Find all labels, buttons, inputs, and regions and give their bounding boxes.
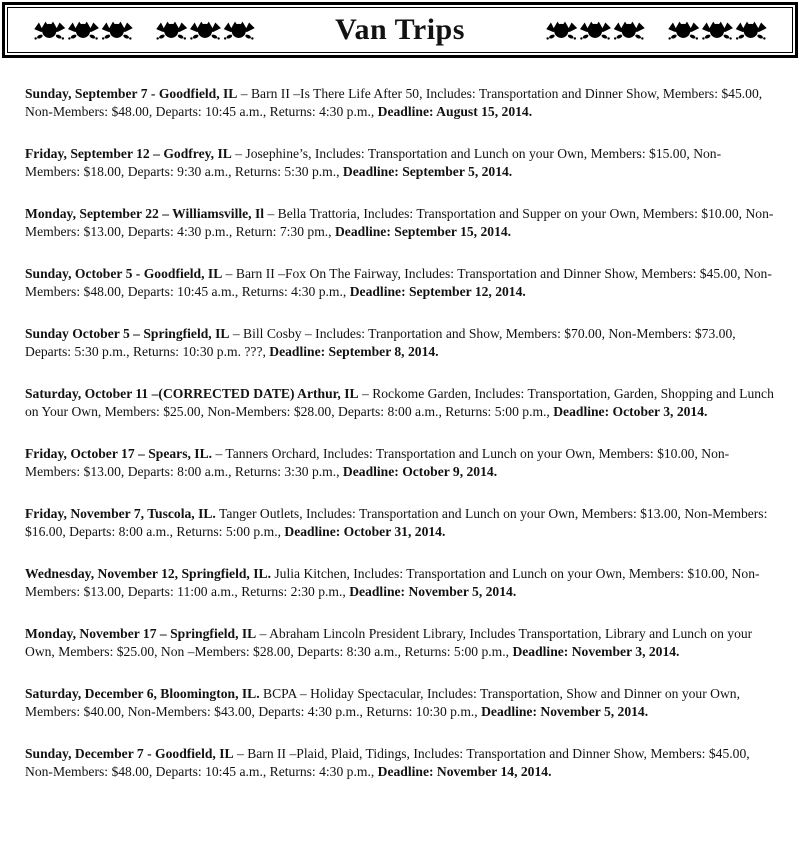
trip-deadline: Deadline: November 5, 2014. [481, 704, 649, 719]
trip-entry [25, 205, 775, 241]
trip-details: – Abraham Lincoln President Library, Includes Transportation, Library and Lunch on your Own, Members: $25.00, Non –Members: $28.00, Departs: 8:30 a.m., Returns: 5:00 p.m., [25, 626, 753, 659]
trip-entry [25, 385, 775, 421]
rose-garland-icon [30, 15, 136, 45]
header-inner [7, 7, 793, 53]
trip-entry [25, 685, 775, 721]
trip-details: – Barn II –Fox On The Fairway, Includes: Transportation and Dinner Show, Members: $45.00, Non-Members: $48.00, Departs: 10:45 a.m., Returns: 4:30 p.m., [25, 266, 772, 299]
trip-deadline: Deadline: November 3, 2014. [512, 644, 680, 659]
trip-deadline: Deadline: September 8, 2014. [269, 344, 439, 359]
trip-entry [25, 85, 775, 121]
trip-deadline: Deadline: October 31, 2014. [284, 524, 446, 539]
trip-date-location: Friday, November 7, Tuscola, IL. [25, 506, 216, 521]
trip-details: – Barn II –Plaid, Plaid, Tidings, Includes: Transportation and Dinner Show, Members: $45.00, Non-Members: $48.00, Departs: 10:45 a.m., Returns: 4:30 p.m., [25, 746, 750, 779]
trip-date-location: Friday, October 17 – Spears, IL. [25, 446, 213, 461]
trip-date-location: Wednesday, November 12, Springfield, IL. [25, 566, 271, 581]
rose-garland-icon [664, 15, 770, 45]
trip-date-location: Saturday, October 11 –(CORRECTED DATE) Arthur, IL [25, 386, 359, 401]
trip-details: – Josephine’s, Includes: Transportation and Lunch on your Own, Members: $15.00, Non-Members: $18.00, Departs: 9:30 a.m., Returns: 5:30 p.m., [25, 146, 722, 179]
rose-garland-icon [542, 15, 648, 45]
trip-deadline: Deadline: September 15, 2014. [334, 224, 512, 239]
right-garland-group [542, 15, 770, 45]
trip-entry [25, 445, 775, 481]
trip-details: BCPA – Holiday Spectacular, Includes: Transportation, Show and Dinner on your Own, Members: $40.00, Non-Members: $43.00, Departs: 4:30 p.m., Returns: 10:30 p.m., [25, 686, 740, 719]
page-title: Van Trips [335, 13, 465, 46]
trip-date-location: Sunday, September 7 - Goodfield, IL [25, 86, 238, 101]
van-trips-page [0, 2, 800, 857]
trip-details: Julia Kitchen, Includes: Transportation and Lunch on your Own, Members: $10.00, Non-Members: $13.00, Departs: 11:00 a.m., Returns: 2:30 p.m., [25, 566, 760, 599]
trip-deadline: Deadline: September 5, 2014. [342, 164, 513, 179]
trip-deadline: Deadline: August 15, 2014. [377, 104, 533, 119]
trip-details: – Barn II –Is There Life After 50, Includes: Transportation and Dinner Show, Members: $45.00, Non-Members: $48.00, Departs: 10:45 a.m., Returns: 4:30 p.m., [25, 86, 763, 119]
trip-entry [25, 745, 775, 781]
trip-entry [25, 505, 775, 541]
trip-date-location: Sunday, October 5 - Goodfield, IL [25, 266, 223, 281]
trip-deadline: Deadline: November 5, 2014. [349, 584, 517, 599]
trip-details: – Bill Cosby – Includes: Tranportation and Show, Members: $70.00, Non-Members: $73.00, Departs: 5:30 p.m., Returns: 10:30 p.m. ???, [25, 326, 736, 359]
trip-date-location: Monday, November 17 – Springfield, IL [25, 626, 257, 641]
trip-deadline: Deadline: October 3, 2014. [553, 404, 708, 419]
trip-entry [25, 625, 775, 661]
trip-details: Tanger Outlets, Includes: Transportation and Lunch on your Own, Members: $13.00, Non-Members: $16.00, Departs: 8:00 a.m., Returns: 5:00 p.m., [25, 506, 768, 539]
trip-deadline: Deadline: September 12, 2014. [349, 284, 526, 299]
trip-list [0, 58, 800, 781]
trip-entry [25, 325, 775, 361]
trip-date-location: Sunday, December 7 - Goodfield, IL [25, 746, 234, 761]
trip-entry [25, 565, 775, 601]
trip-details: – Rockome Garden, Includes: Transportation, Garden, Shopping and Lunch on Your Own, Members: $25.00, Non-Members: $28.00, Departs: 8:00 a.m., Returns: 5:00 p.m., [25, 386, 774, 419]
trip-deadline: Deadline: November 14, 2014. [377, 764, 552, 779]
trip-date-location: Sunday October 5 – Springfield, IL [25, 326, 230, 341]
trip-details: – Bella Trattoria, Includes: Transportation and Supper on your Own, Members: $10.00, Non-Members: $13.00, Departs: 4:30 p.m., Return: 7:30 pm., [25, 206, 774, 239]
left-garland-group [30, 15, 258, 45]
rose-garland-icon [152, 15, 258, 45]
trip-details: – Tanners Orchard, Includes: Transportation and Lunch on your Own, Members: $10.00, Non-Members: $13.00, Departs: 8:00 a.m., Returns: 3:30 p.m., [25, 446, 730, 479]
trip-date-location: Saturday, December 6, Bloomington, IL. [25, 686, 260, 701]
trip-entry [25, 265, 775, 301]
trip-date-location: Friday, September 12 – Godfrey, IL [25, 146, 232, 161]
trip-entry [25, 145, 775, 181]
trip-deadline: Deadline: October 9, 2014. [342, 464, 498, 479]
header [2, 2, 798, 58]
trip-date-location: Monday, September 22 – Williamsville, Il [25, 206, 265, 221]
